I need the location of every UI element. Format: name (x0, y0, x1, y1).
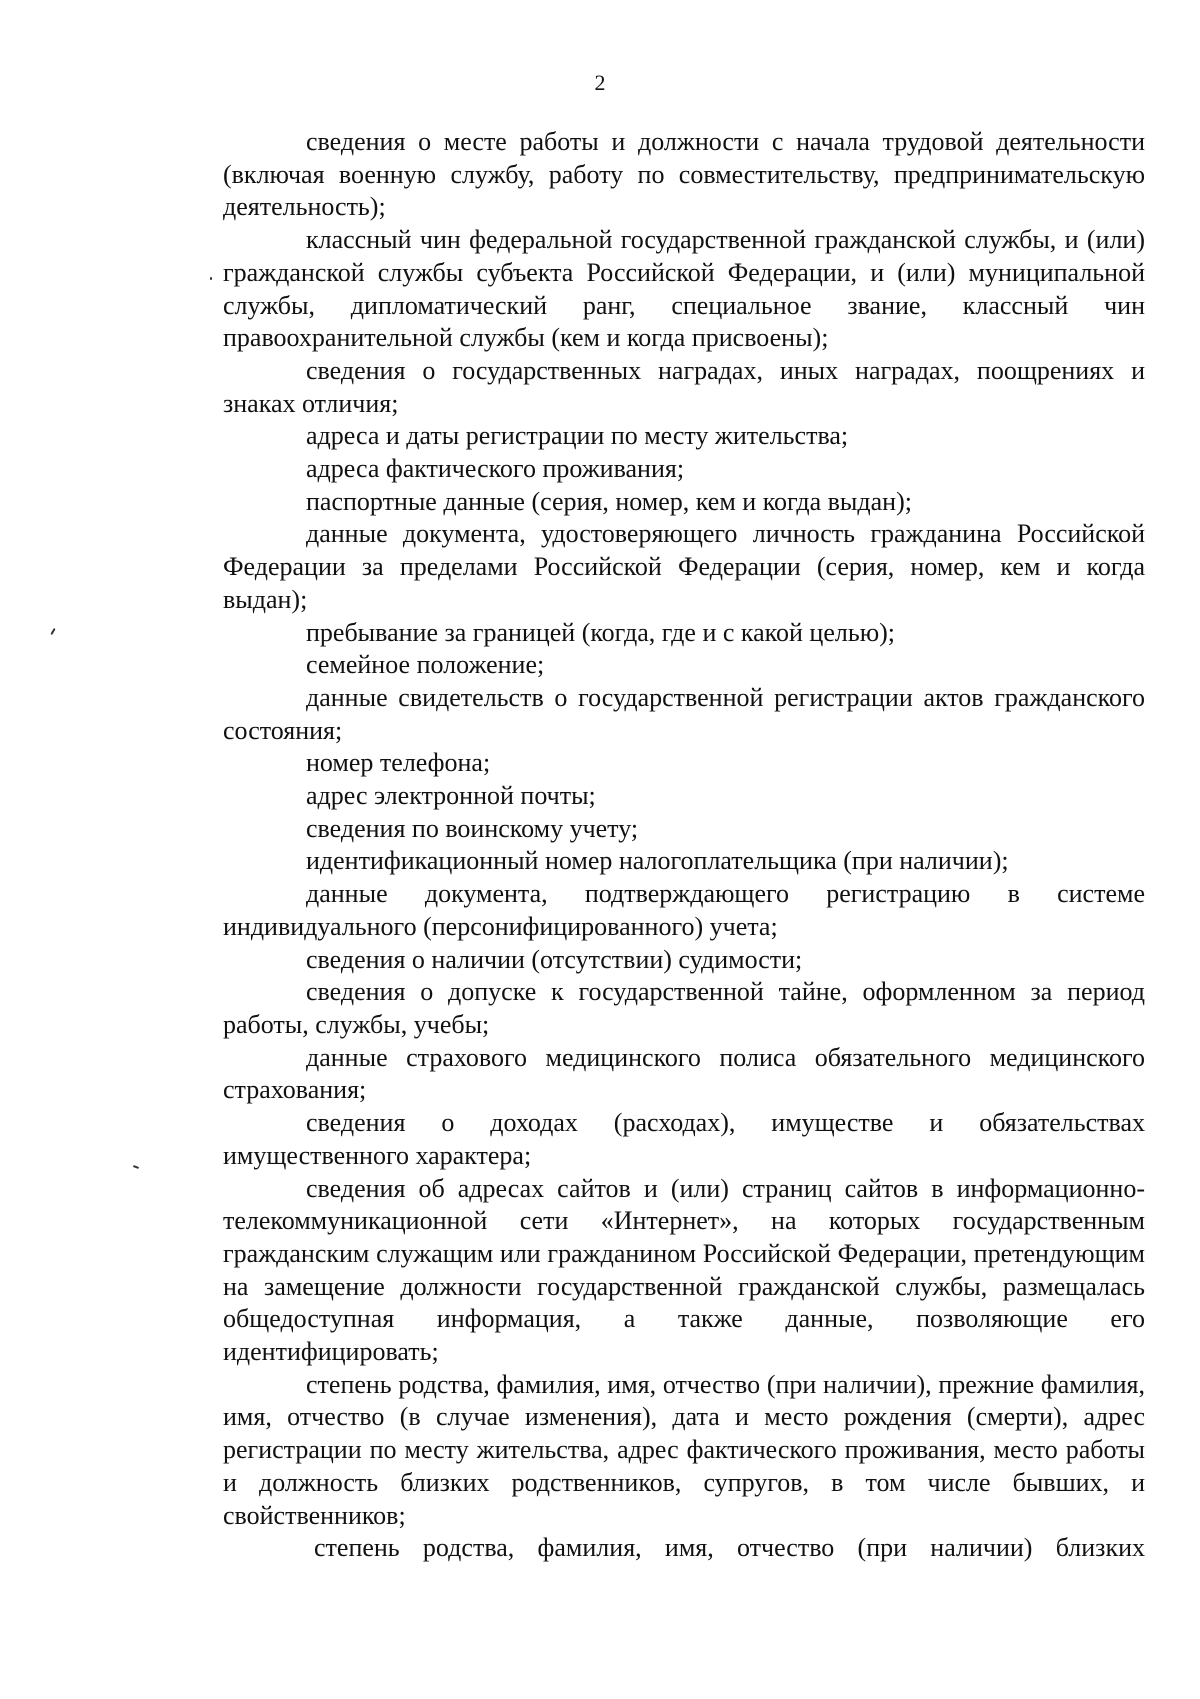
paragraph-registration-address: адреса и даты регистрации по месту жительства; (306, 421, 849, 451)
paragraph-foreign-passport: данные документа, удостоверяющего личность гражданина Российской Федерации за пределами Российской Федерации (серия, номер, кем и когда выдан); (223, 519, 1145, 614)
paragraph-internet-sites: сведения об адресах сайтов и (или) страниц сайтов в информационно-телекоммуникационной сети «Интернет», на которых государственным гражданским служащим или гражданином Российской Федерации, претендующим на замещение должности государственной гражданской службы, размещалась общедоступная информация, а также данные, позволяющие его идентифицировать; (223, 1173, 1145, 1367)
paragraph-email: адрес электронной почты; (306, 781, 596, 811)
paragraph-awards: сведения о государственных наградах, иных наградах, поощрениях и знаках отличия; (223, 355, 1145, 418)
page-number: 2 (594, 70, 606, 95)
paragraph-marital-status: семейное положение; (306, 650, 545, 680)
paragraph-military-registration: сведения по воинскому учету; (306, 813, 639, 843)
paragraph-relatives-continued: степень родства, фамилия, имя, отчество (при наличии) близких (314, 1533, 1145, 1563)
paragraph-civil-status-certificates: данные свидетельств о государственной регистрации актов гражданского состояния; (223, 682, 1145, 745)
paragraph-medical-insurance: данные страхового медицинского полиса обязательного медицинского страхования; (223, 1042, 1145, 1105)
paragraph-passport-data: паспортные данные (серия, номер, кем и когда выдан); (306, 486, 912, 516)
document-body (223, 126, 1145, 1565)
paragraph-criminal-record: сведения о наличии (отсутствии) судимости; (306, 944, 803, 974)
scan-speck (210, 277, 212, 280)
scan-speck (133, 1165, 139, 1169)
paragraph-class-rank: классный чин федеральной государственной гражданской службы, и (или) гражданской службы субъекта Российской Федерации, и (или) муниципальной службы, дипломатический ранг, специальное звание, классный чин правоохранительной службы (кем и когда присвоены); (223, 225, 1145, 353)
paragraph-stay-abroad: пребывание за границей (когда, где и с какой целью); (306, 617, 895, 647)
scan-speck (50, 628, 55, 635)
paragraph-income-property: сведения о доходах (расходах), имуществе и обязательствах имущественного характера; (223, 1108, 1145, 1170)
paragraph-personal-account: данные документа, подтверждающего регистрацию в системе индивидуального (персонифицированного) учета; (223, 879, 1145, 941)
paragraph-state-secret-access: сведения о допуске к государственной тайне, оформленном за период работы, службы, учебы; (223, 977, 1145, 1039)
paragraph-phone-number: номер телефона; (306, 748, 491, 778)
paragraph-work-history: сведения о месте работы и должности с начала трудовой деятельности (включая военную службу, работу по совместительству, предпринимательскую деятельность); (223, 127, 1145, 222)
paragraph-relatives-details: степень родства, фамилия, имя, отчество (при наличии), прежние фамилия, имя, отчество (в случае изменения), дата и место рождения (смерти), адрес регистрации по месту жительства, адрес фактического проживания, место работы и должность близких родственников, супругов, в том числе бывших, и свойственников; (223, 1369, 1145, 1530)
paragraph-actual-address: адреса фактического проживания; (306, 454, 685, 484)
paragraph-tax-id: идентификационный номер налогоплательщика (при наличии); (306, 846, 1009, 876)
